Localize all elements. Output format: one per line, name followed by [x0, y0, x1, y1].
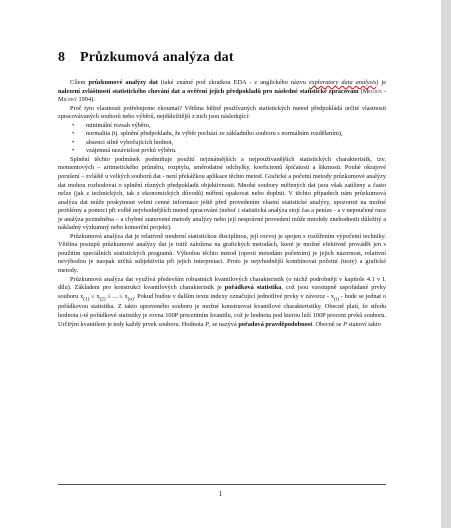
- list-item: • absenci silně vybočujících hodnot,: [86, 139, 386, 148]
- text-run: Cílem: [70, 79, 89, 86]
- text-run: 1994).: [76, 96, 95, 104]
- text-run: Průzkumová analýza dat využívá především robustních kvantilových charakteristik (o nichž podrobněji v kapitole 4.1 v I. dílu). Základem pro konstrukci kvantilových charakteristik je: [58, 275, 386, 292]
- variable-p: P: [205, 320, 209, 328]
- paragraph-intro: [58, 79, 386, 105]
- chapter-heading: [58, 50, 234, 66]
- bold-term: pořádková statistika: [224, 284, 282, 292]
- conditions-list: [58, 122, 386, 156]
- window-scrollbar-area: [441, 0, 451, 528]
- variable-p: P: [343, 320, 347, 328]
- footer-rule: [58, 484, 386, 485]
- italic-term: exploratory data analysis: [308, 79, 377, 86]
- citation-authors: Meloun - Militký: [58, 87, 387, 104]
- text-run: - bude se jednat o pořádkovou statistiku. Z takto upraveného souboru je možné konstruovat kvantilové charakteristiky. Obecně platí, že středu hodnota i-té pořádkové statistiky je rovna 100P procentním kvantilu, což je hodnota pod kterou leží 100P procent prvků souboru. Určitým kvantilem je tedy každý prvek souboru. Hodnota: [58, 292, 386, 328]
- text-run: (také známé pod zkratkou EDA - z anglického názvu: [157, 79, 309, 86]
- text-run: ) je: [376, 79, 386, 86]
- text-run: , se nazývá: [208, 320, 239, 328]
- text-run: ≤ ... ≤ x: [105, 292, 128, 300]
- list-item: • vzájemná nezávislost prvků výběru.: [86, 147, 386, 156]
- text-run: , což jsou vzestupně uspořádané prvky souboru x: [58, 284, 387, 300]
- paragraph-5: [58, 276, 386, 330]
- paragraph-3: Splnění těchto podmínek podmiňuje použití nejznámějších a nejpoužívanějších statistických charakteristik, tzv. momentových – aritmetického průměru, rozptylu, směrodatné odchylky, koeficientů špičatosti a šikmosti. Pouhé okrajové porušení – zvláště u velkých souborů dat - není překážkou aplikace těchto metod. Grafické a početní metody průzkumové analýzy dat mohou rozhodovat o splnění různých předpokladů objektivnosti. Mnohé soubory měřených dat jsou však zatíženy a často nelze (jak z technických, tak z ekonomických důvodů) měření opakovat nebo doplnit. V těchto případech nám průzkumová analýza dat může poskytnout velmi cenné informace ještě před provedením vlastní statistické analýzy, upozornit na možné problémy a pomoci při volbě nejvhodnějších metod zpracování (neboť i statistická analýza stojí čas a peníze - a v nepoučené ruce je analýza pozměněna – a chybné stanovené metody analýzy nebo její nesprávné provedení může mnohdy znehodnotit důležitý a nákladný výzkumný nebo komerční projekt).: [58, 155, 386, 232]
- subscript: (i): [333, 295, 339, 302]
- chapter-title: Průzkumová analýza dat: [80, 50, 234, 65]
- subscript: (n): [127, 295, 134, 302]
- bold-term: průzkumové analýzy dat: [88, 79, 158, 86]
- paragraph-2: Proč tyto vlastnosti potřebujeme zkoumat? Většina běžně používaných statistických metod předpokládá určité vlastnosti zpracovávaných souborů nebo výběrů, nejdůležitější z nich jsou následující:: [58, 104, 386, 121]
- list-item: • normalita (tj. splnění předpokladu, že výběr pochází ze základního souboru s normálním rozdělením),: [86, 130, 386, 139]
- paragraph-4: Průzkumová analýza dat je relativně moderní statistickou disciplínou, její rozvoj je spojen s rozšířením výpočetní techniky. Většina postupů průzkumové analýzy dat je totiž založena na grafických metodách, které je možné efektivně provádět jen s použitím speciálních statistických programů. Výhodou těchto metod (oproti metodám početním) je jejich názornost, relativní nevýhodou je naopak určitá subjektivita při jejich interpretaci. Proto je nejvhodnější kombinovat početní (testy) a grafické metody.: [58, 232, 386, 275]
- chapter-number: 8: [58, 50, 66, 65]
- bold-definition: nalezení zvláštností statistického chování dat a ověření jejich předpokladů pro následné statistické zpracování: [58, 87, 359, 95]
- page-number: 1: [218, 490, 223, 498]
- text-run: . Obecně se: [312, 320, 344, 328]
- text-run: . Pokud budou v dalším textu indexy označující jednotlivé prvky v závorce - x: [133, 292, 334, 300]
- subscript: (2): [99, 295, 106, 302]
- body-text: [58, 79, 386, 329]
- subscript: (1): [83, 295, 90, 302]
- text-run: stanoví takto: [346, 320, 381, 328]
- text-run: (: [358, 87, 363, 95]
- bold-term: pořadová pravděpodobnost: [238, 320, 313, 328]
- list-item: • minimální rozsah výběru,: [86, 122, 386, 131]
- text-run: ≤ x: [89, 292, 100, 300]
